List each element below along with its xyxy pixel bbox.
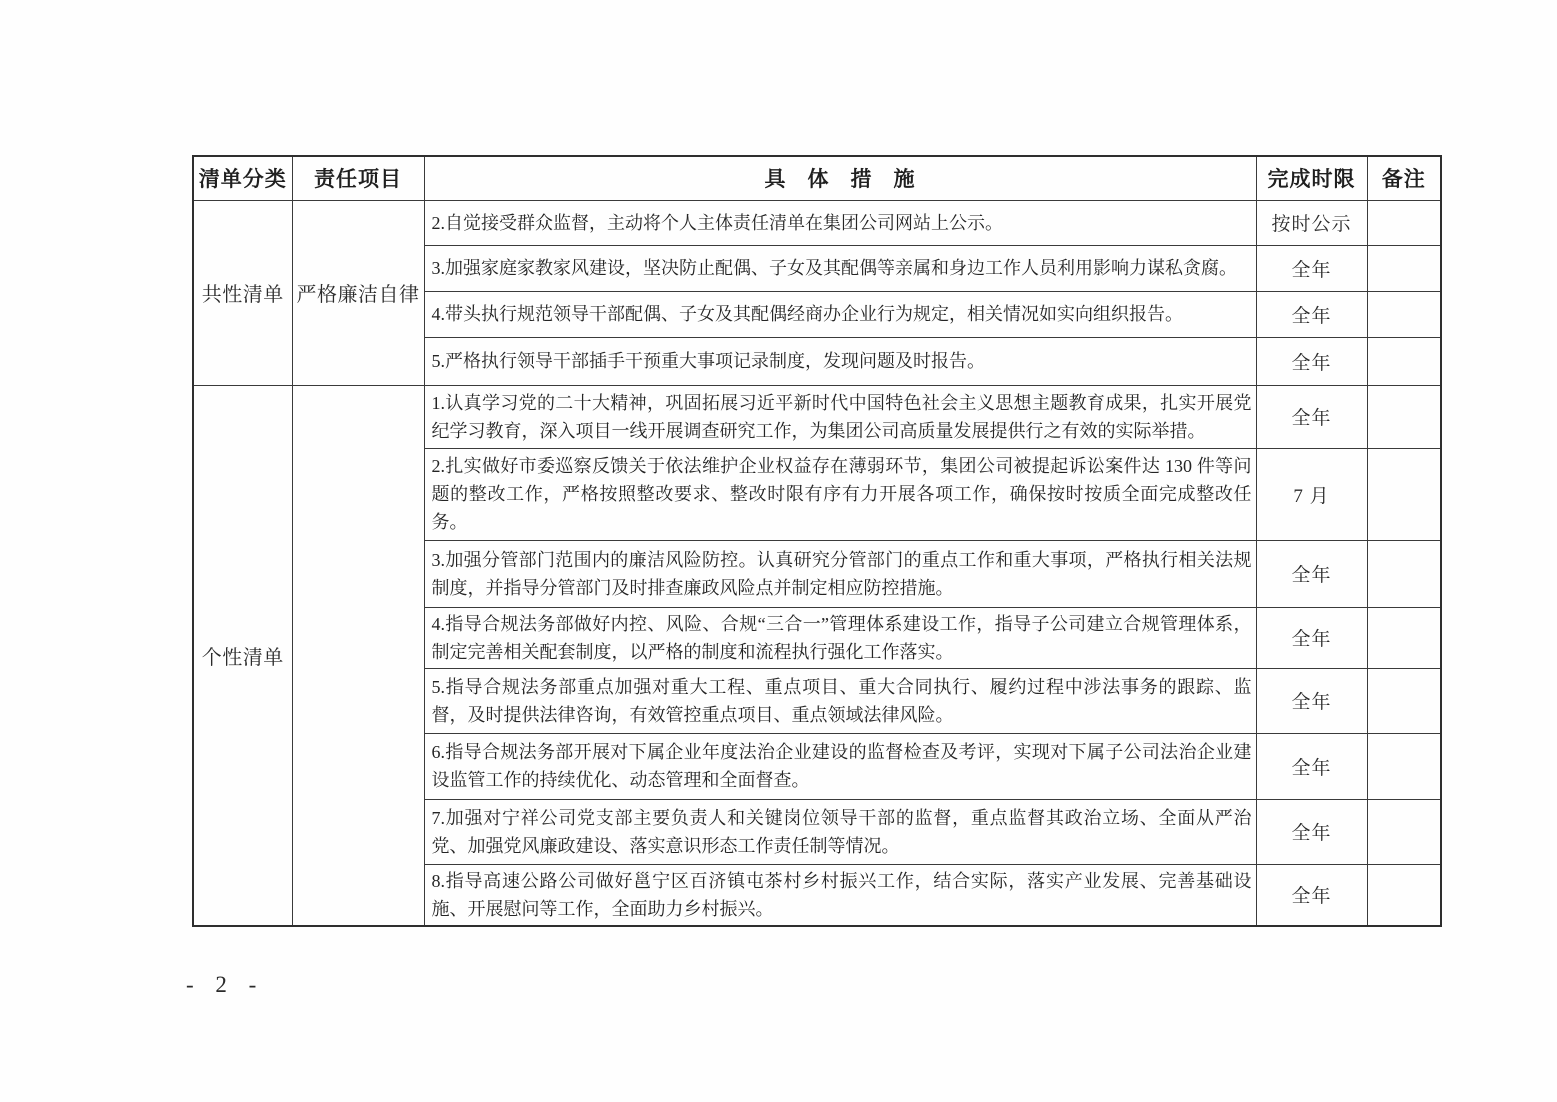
project-cell-common: 严格廉洁自律 xyxy=(292,200,424,385)
table-row xyxy=(193,385,1441,448)
project-cell-individual xyxy=(292,385,424,926)
measure-cell: 5.指导合规法务部重点加强对重大工程、重点项目、重大合同执行、履约过程中涉法事务的跟踪、监督，及时提供法律咨询，有效管控重点项目、重点领域法律风险。 xyxy=(424,668,1256,733)
measure-cell: 8.指导高速公路公司做好邕宁区百济镇屯茶村乡村振兴工作，结合实际，落实产业发展、完善基础设施、开展慰问等工作，全面助力乡村振兴。 xyxy=(424,864,1256,926)
measure-cell: 5.严格执行领导干部插手干预重大事项记录制度，发现问题及时报告。 xyxy=(424,337,1256,385)
deadline-cell: 全年 xyxy=(1256,668,1367,733)
remark-cell xyxy=(1367,733,1441,799)
deadline-cell: 全年 xyxy=(1256,337,1367,385)
deadline-cell: 全年 xyxy=(1256,864,1367,926)
remark-cell xyxy=(1367,337,1441,385)
category-cell-individual: 个性清单 xyxy=(193,385,292,926)
remark-cell xyxy=(1367,799,1441,864)
col-header-category: 清单分类 xyxy=(193,156,292,200)
header-row xyxy=(193,156,1441,200)
remark-cell xyxy=(1367,200,1441,245)
deadline-cell: 全年 xyxy=(1256,540,1367,607)
table-row xyxy=(193,200,1441,245)
page-number: - 2 - xyxy=(186,972,265,997)
measure-cell: 4.指导合规法务部做好内控、风险、合规“三合一”管理体系建设工作，指导子公司建立合规管理体系，制定完善相关配套制度，以严格的制度和流程执行强化工作落实。 xyxy=(424,607,1256,668)
deadline-cell: 全年 xyxy=(1256,607,1367,668)
measure-cell: 3.加强家庭家教家风建设，坚决防止配偶、子女及其配偶等亲属和身边工作人员利用影响力谋私贪腐。 xyxy=(424,245,1256,291)
remark-cell xyxy=(1367,385,1441,448)
deadline-cell: 7 月 xyxy=(1256,448,1367,540)
deadline-cell: 全年 xyxy=(1256,733,1367,799)
remark-cell xyxy=(1367,864,1441,926)
remark-cell xyxy=(1367,245,1441,291)
remark-cell xyxy=(1367,291,1441,337)
deadline-cell: 全年 xyxy=(1256,385,1367,448)
category-cell-common: 共性清单 xyxy=(193,200,292,385)
measure-cell: 2.扎实做好市委巡察反馈关于依法维护企业权益存在薄弱环节，集团公司被提起诉讼案件达 130 件等问题的整改工作，严格按照整改要求、整改时限有序有力开展各项工作，确保按时按质全面完成整改任务。 xyxy=(424,448,1256,540)
deadline-cell: 全年 xyxy=(1256,799,1367,864)
measure-cell: 7.加强对宁祥公司党支部主要负责人和关键岗位领导干部的监督，重点监督其政治立场、全面从严治党、加强党风廉政建设、落实意识形态工作责任制等情况。 xyxy=(424,799,1256,864)
remark-cell xyxy=(1367,540,1441,607)
responsibility-list-table xyxy=(192,155,1442,927)
remark-cell xyxy=(1367,448,1441,540)
measure-cell: 3.加强分管部门范围内的廉洁风险防控。认真研究分管部门的重点工作和重大事项，严格执行相关法规制度，并指导分管部门及时排查廉政风险点并制定相应防控措施。 xyxy=(424,540,1256,607)
measure-cell: 1.认真学习党的二十大精神，巩固拓展习近平新时代中国特色社会主义思想主题教育成果，扎实开展党纪学习教育，深入项目一线开展调查研究工作，为集团公司高质量发展提供行之有效的实际举措。 xyxy=(424,385,1256,448)
deadline-cell: 全年 xyxy=(1256,291,1367,337)
remark-cell xyxy=(1367,668,1441,733)
col-header-remark: 备注 xyxy=(1367,156,1441,200)
measure-cell: 6.指导合规法务部开展对下属企业年度法治企业建设的监督检查及考评，实现对下属子公司法治企业建设监管工作的持续优化、动态管理和全面督查。 xyxy=(424,733,1256,799)
measure-cell: 2.自觉接受群众监督，主动将个人主体责任清单在集团公司网站上公示。 xyxy=(424,200,1256,245)
measure-cell: 4.带头执行规范领导干部配偶、子女及其配偶经商办企业行为规定，相关情况如实向组织报告。 xyxy=(424,291,1256,337)
deadline-cell: 按时公示 xyxy=(1256,200,1367,245)
col-header-deadline: 完成时限 xyxy=(1256,156,1367,200)
deadline-cell: 全年 xyxy=(1256,245,1367,291)
col-header-measures: 具体措施 xyxy=(424,156,1256,200)
col-header-project: 责任项目 xyxy=(292,156,424,200)
remark-cell xyxy=(1367,607,1441,668)
